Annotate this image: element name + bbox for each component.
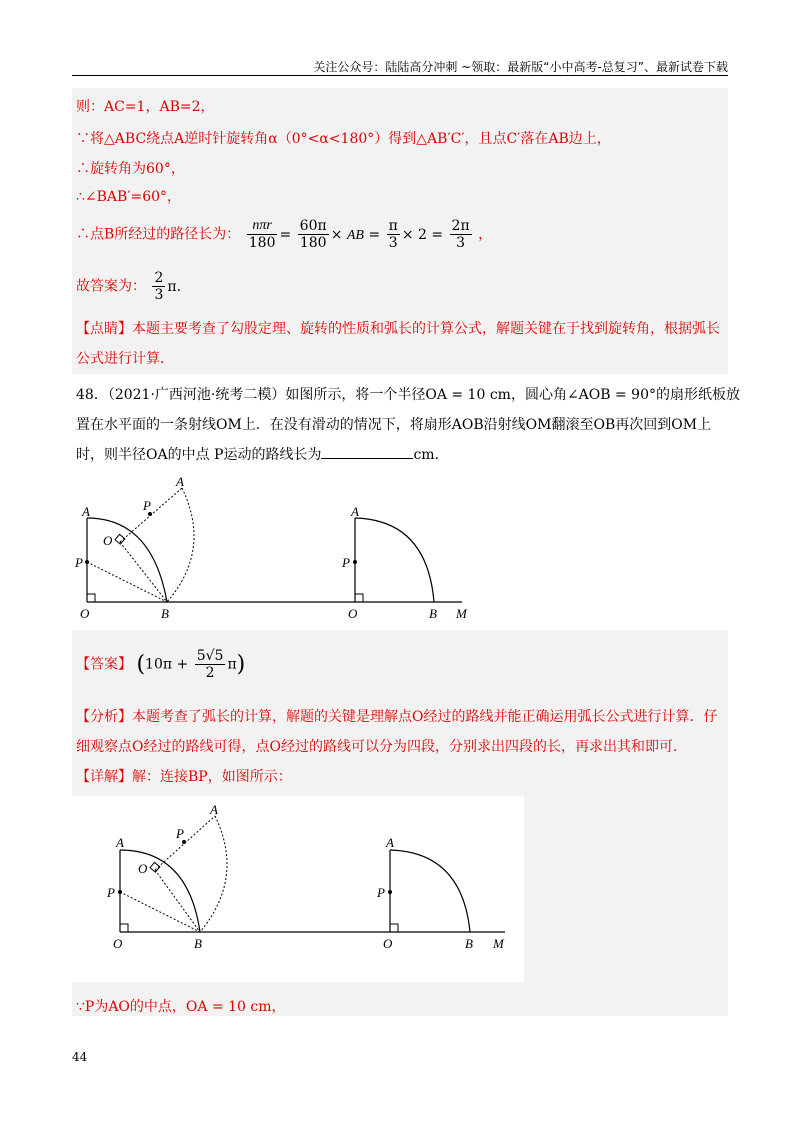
d-label-A3: A — [386, 835, 394, 850]
d-label-P: P — [107, 885, 115, 900]
detail-line: 【详解】解：连接BP，如图所示： — [76, 769, 292, 785]
page-header: 关注公众号：陆陆高分冲刺 ~领取：最新版“小中高考-总复习”、最新试卷下载 — [313, 60, 728, 74]
sol-line-2: ∵将△ABC绕点A逆时针旋转角α（0°<α<180°）得到△AB′C′，且点C′落在AB边上， — [76, 131, 611, 147]
label-O: O — [80, 606, 90, 621]
d-label-O2: O — [138, 861, 148, 876]
dianjing-line-1: 【点睛】本题主要考查了勾股定理、旋转的性质和弧长的计算公式，解题关键在于找到旋转角，根据弧长 — [76, 321, 720, 337]
sol-line-6: 故答案为： $\frac{2}{3}$ π． — [76, 270, 191, 303]
triangle-icon: △ — [104, 131, 115, 147]
label-A3: A — [351, 504, 359, 519]
label-P: P — [75, 555, 83, 570]
page-number: 44 — [72, 1050, 88, 1064]
problem-figure — [72, 470, 492, 625]
last-line: ∵P为AO的中点，OA = 10 cm， — [76, 999, 286, 1015]
d-label-M: M — [493, 936, 504, 951]
header-divider — [72, 75, 728, 76]
label-O2: O — [103, 533, 113, 548]
dianjing-line-2: 公式进行计算． — [76, 351, 174, 367]
analysis-line-1: 【分析】本题考查了弧长的计算，解题的关键是理解点O经过的路线并能正确运用弧长公式进行计算．仔 — [76, 709, 718, 725]
d-label-O3: O — [383, 936, 393, 951]
d-label-A: A — [116, 835, 124, 850]
problem-48-line-3: 时，则半径OA的中点 P运动的路线长为 cm． — [76, 447, 449, 463]
label-B3: B — [429, 606, 437, 621]
d-label-P2: P — [176, 826, 184, 841]
d-label-B: B — [194, 936, 202, 951]
problem-48-line-2: 置在水平面的一条射线OM上．在没有滑动的情况下，将扇形AOB沿射线OM翻滚至OB再次回到OM上 — [76, 417, 712, 433]
triangle-icon: △ — [416, 131, 428, 147]
sol-line-5: ∴点B所经过的路径长为： $\frac{\text{nπr}}{180}$ = $\frac{60\pi}{180}$ × AB = $\frac{\pi}{3}$ × 2 = $\frac{2\pi}{3}$ ， — [76, 218, 493, 251]
label-P2: P — [143, 498, 151, 513]
d-label-O: O — [113, 936, 123, 951]
label-M: M — [456, 606, 467, 621]
d-label-P3: P — [377, 885, 385, 900]
problem-48-line-1: 48．（2021·广西河池·统考二模）如图所示，将一个半径OA = 10 cm，圆心角∠AOB = 90°的扇形纸板放 — [76, 387, 740, 403]
answer-line: 【答案】 (10π + $\frac{5√5}{2}$ π) — [76, 648, 246, 681]
sol-line-3: ∴旋转角为60°， — [76, 161, 185, 177]
sol-line-4: ∴∠BAB′=60°， — [76, 189, 182, 205]
d-label-A2: A — [210, 802, 218, 817]
label-P3: P — [342, 555, 350, 570]
d-label-B3: B — [465, 936, 473, 951]
answer-blank — [321, 446, 413, 459]
label-O3: O — [348, 606, 358, 621]
detail-figure — [100, 800, 520, 955]
label-A: A — [82, 504, 90, 519]
sol-line-1: 则：AC=1，AB=2， — [76, 99, 215, 115]
label-B: B — [161, 606, 169, 621]
analysis-line-2: 细观察点O经过的路线可得，点O经过的路线可以分为四段，分别求出四段的长，再求出其和即可． — [76, 739, 687, 755]
label-A2: A — [176, 474, 184, 489]
